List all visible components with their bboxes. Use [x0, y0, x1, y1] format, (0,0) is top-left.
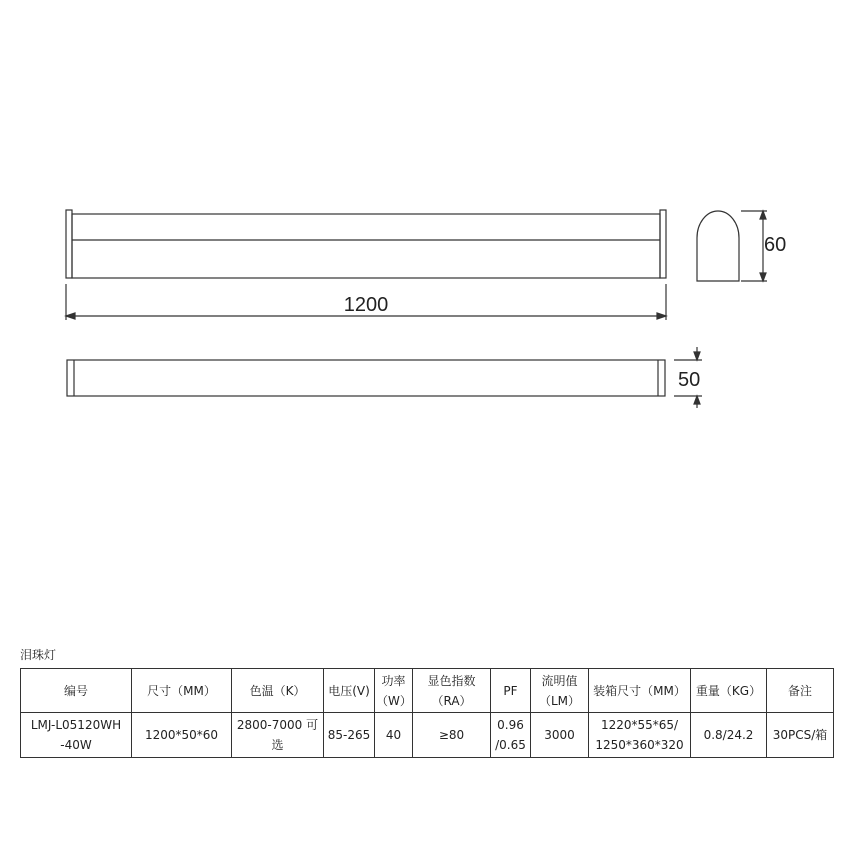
header-row — [21, 669, 834, 713]
cell-remark — [767, 713, 834, 758]
cell-voltage — [324, 713, 375, 758]
cell-line: 0.96 — [497, 718, 524, 732]
cell-line: LMJ-L05120WH — [30, 718, 122, 732]
cell-line: （LM） — [538, 693, 581, 708]
cell-weight — [691, 713, 767, 758]
header-size — [132, 669, 232, 713]
cell-line: 2800-7000 可选 — [236, 718, 319, 752]
header-cct — [232, 669, 324, 713]
cell-line: 30PCS/箱 — [772, 728, 828, 742]
spec-table — [20, 668, 834, 758]
header-carton — [589, 669, 691, 713]
header-weight — [691, 669, 767, 713]
cell-line: 显色指数 — [427, 673, 476, 688]
cell-power — [375, 713, 413, 758]
cell-line: 1200*50*60 — [144, 728, 219, 742]
cell-pf — [491, 713, 531, 758]
height-label: 60 — [764, 234, 787, 256]
cell-line: 流明值 — [541, 673, 578, 688]
front-view — [66, 210, 666, 278]
header-cri — [413, 669, 491, 713]
product-name: 泪珠灯 — [20, 648, 57, 662]
length-label: 1200 — [343, 294, 389, 316]
header-remark — [767, 669, 834, 713]
cell-line: 电压(V) — [328, 683, 370, 698]
cell-line: 功率 — [381, 673, 406, 688]
cell-cct — [232, 713, 324, 758]
cell-line: 色温（K） — [249, 683, 306, 698]
cell-line: ≥80 — [438, 728, 465, 742]
end-profile — [697, 211, 767, 281]
cell-code — [21, 713, 132, 758]
cell-lumen — [531, 713, 589, 758]
cell-carton — [589, 713, 691, 758]
header-power — [375, 669, 413, 713]
cell-line: 备注 — [787, 683, 812, 698]
cell-cri — [413, 713, 491, 758]
table-row — [21, 713, 834, 758]
cell-line: 尺寸（MM） — [147, 683, 216, 698]
cell-line: （RA） — [431, 693, 472, 708]
header-lumen — [531, 669, 589, 713]
cell-line: 1220*55*65/ — [600, 718, 679, 732]
cell-line: 85-265 — [327, 728, 371, 742]
cell-line: 40 — [385, 728, 402, 742]
header-code — [21, 669, 132, 713]
width-label: 50 — [678, 369, 701, 391]
header-pf — [491, 669, 531, 713]
cell-size — [132, 713, 232, 758]
cell-line: 3000 — [544, 728, 575, 742]
cell-line: 0.8/24.2 — [703, 728, 754, 742]
cell-line: （W） — [376, 693, 412, 708]
cell-line: 编号 — [63, 683, 88, 698]
top-view — [67, 360, 665, 396]
cell-line: 装箱尺寸（MM） — [593, 683, 686, 698]
cell-line: 重量（KG） — [695, 683, 762, 698]
cell-line: 1250*360*320 — [595, 738, 684, 752]
header-voltage — [324, 669, 375, 713]
cell-line: /0.65 — [495, 738, 526, 752]
cell-line: PF — [503, 683, 518, 698]
cell-line: -40W — [60, 738, 92, 752]
